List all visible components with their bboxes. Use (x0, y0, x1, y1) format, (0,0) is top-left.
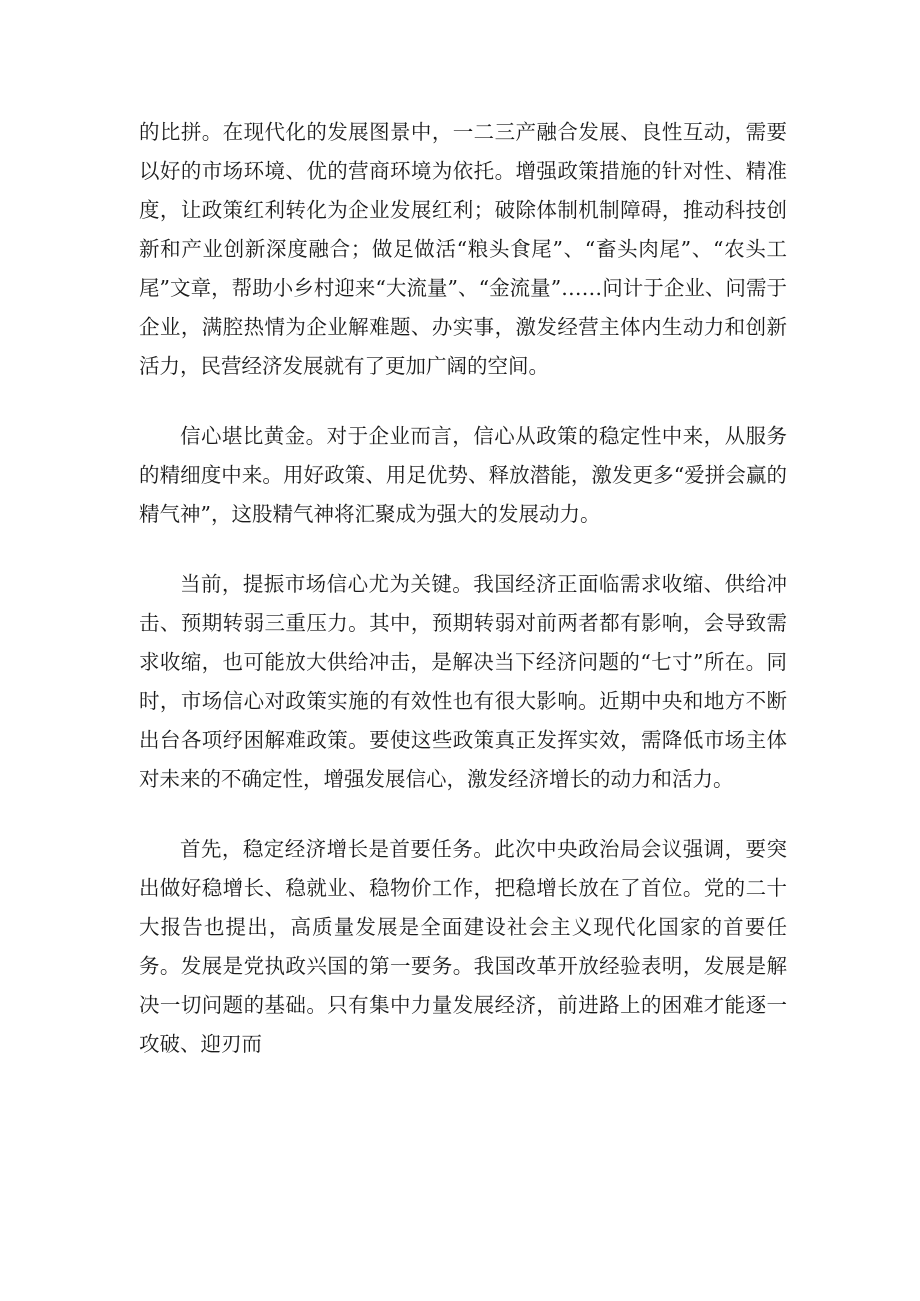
paragraph-confidence: 信心堪比黄金。对于企业而言，信心从政策的稳定性中来，从服务的精细度中来。用好政策、用足优势、释放潜能，激发更多“爱拼会赢的精气神”，这股精气神将汇聚成为强大的发展动力。 (139, 424, 787, 526)
body-text (139, 113, 787, 1095)
paragraph-stable-growth: 首先，稳定经济增长是首要任务。此次中央政治局会议强调，要突出做好稳增长、稳就业、稳物价工作，把稳增长放在了首位。党的二十大报告也提出，高质量发展是全面建设社会主义现代化国家的首要任务。发展是党执政兴国的第一要务。我国改革开放经验表明，发展是解决一切问题的基础。只有集中力量发展经济，前进路上的困难才能逐一攻破、迎刃而 (139, 837, 787, 1056)
paragraph-market-confidence: 当前，提振市场信心尤为关键。我国经济正面临需求收缩、供给冲击、预期转弱三重压力。其中，预期转弱对前两者都有影响，会导致需求收缩，也可能放大供给冲击，是解决当下经济问题的“七寸”所在。同时，市场信心对政策实施的有效性也有很大影响。近期中央和地方不断出台各项纾困解难政策。要使这些政策真正发挥实效，需降低市场主体对未来的不确定性，增强发展信心，激发经济增长的动力和活力。 (139, 572, 787, 791)
paragraph-continuation: 的比拼。在现代化的发展图景中，一二三产融合发展、良性互动，需要以好的市场环境、优的营商环境为依托。增强政策措施的针对性、精准度，让政策红利转化为企业发展红利；破除体制机制障碍，推动科技创新和产业创新深度融合；做足做活“粮头食尾”、“畜头肉尾”、“农头工尾”文章，帮助小乡村迎来“大流量”、“金流量”……问计于企业、问需于企业，满腔热情为企业解难题、办实事，激发经营主体内生动力和创新活力，民营经济发展就有了更加广阔的空间。 (139, 120, 787, 378)
